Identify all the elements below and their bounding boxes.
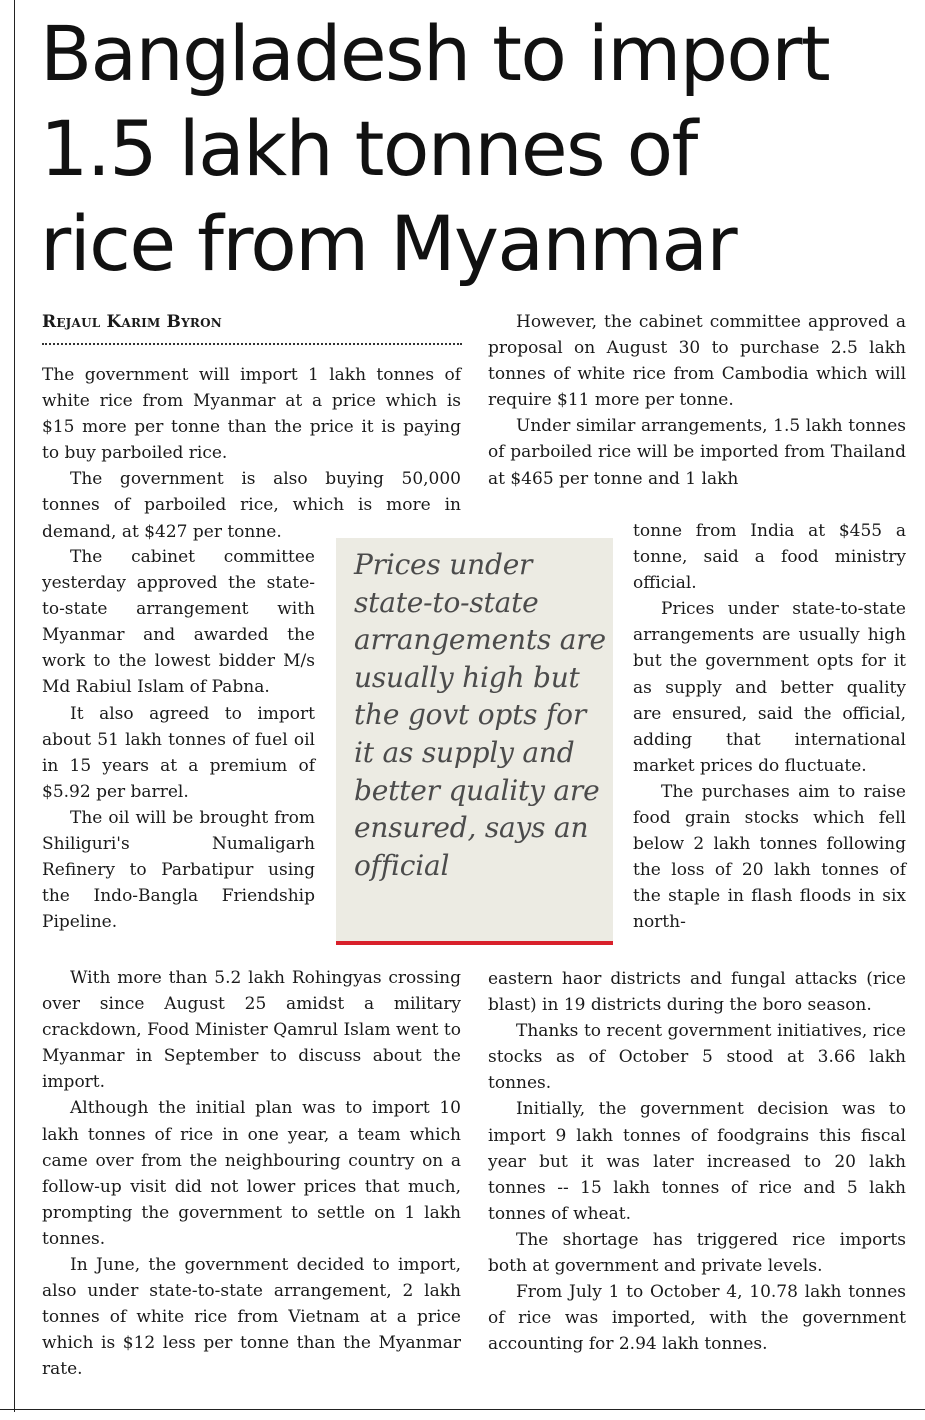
- headline-line-3: rice from Myanmar: [40, 199, 737, 288]
- paragraph: However, the cabinet committee approved a proposal on August 30 to purchase 2.5 lakh tonnes of white rice from Cambodia which will require $11 more per tonne.: [488, 312, 906, 411]
- paragraph: The shortage has triggered rice imports both at government and private levels.: [488, 1229, 906, 1277]
- column-1-bottom: [42, 965, 461, 1383]
- paragraph: Under similar arrangements, 1.5 lakh tonnes of parboiled rice will be imported from Thailand at $465 per tonne and 1 lakh: [488, 416, 906, 489]
- paragraph: Initially, the government decision was to import 9 lakh tonnes of foodgrains this fiscal year but it was later increased to 20 lakh tonnes -- 15 lakh tonnes of rice and 5 lakh tonnes of wheat.: [488, 1099, 906, 1224]
- paragraph: The purchases aim to raise food grain stocks which fell below 2 lakh tonnes following the loss of 20 lakh tonnes of the staple in flash floods in six north-: [633, 781, 906, 933]
- column-rule-left: [14, 0, 15, 1412]
- headline-line-2: 1.5 lakh tonnes of: [40, 104, 697, 193]
- byline-dotted-rule: [42, 343, 462, 345]
- paragraph: The oil will be brought from Shiliguri's Numaligarh Refinery to Parbatipur using the Indo-Bangla Friendship Pipeline.: [42, 807, 315, 933]
- headline: [40, 6, 910, 291]
- column-2-bottom: [488, 966, 906, 1357]
- paragraph: tonne from India at $455 a tonne, said a food ministry official.: [633, 521, 906, 594]
- paragraph: Although the initial plan was to import 10 lakh tonnes of rice in one year, a team which came over from the neighbouring country on a follow-up visit did not lower prices that much, prompting the government to settle on 1 lakh tonnes.: [42, 1098, 461, 1249]
- column-1-wide: [42, 362, 461, 545]
- paragraph: The government will import 1 lakh tonnes of white rice from Myanmar at a price which is $15 more per tonne than the price it is paying to buy parboiled rice.: [42, 365, 461, 464]
- paragraph: With more than 5.2 lakh Rohingyas crossing over since August 25 amidst a military crackdown, Food Minister Qamrul Islam went to Myanmar in September to discuss about the import.: [42, 968, 461, 1093]
- paragraph: The cabinet committee yesterday approved the state-to-state arrangement with Myanmar and awarded the work to the lowest bidder M/s Md Rabiul Islam of Pabna.: [42, 547, 315, 698]
- byline: Rejaul Karim Byron: [42, 312, 222, 332]
- pull-quote: Prices under state-to-state arrangements are usually high but the govt opts for it as supply and better quality are ensured, says an official: [354, 548, 606, 882]
- column-1-narrow: [42, 544, 315, 935]
- paragraph: Thanks to recent government initiatives, rice stocks as of October 5 stood at 3.66 lakh tonnes.: [488, 1021, 906, 1094]
- page-rule-bottom: [0, 1409, 925, 1410]
- paragraph: In June, the government decided to import, also under state-to-state arrangement, 2 lakh tonnes of white rice from Vietnam at a price which is $12 less per tonne than the Myanmar rate.: [42, 1255, 461, 1380]
- column-2-narrow: [633, 518, 906, 936]
- paragraph: The government is also buying 50,000 tonnes of parboiled rice, which is more in demand, at $427 per tonne.: [42, 469, 461, 542]
- paragraph: From July 1 to October 4, 10.78 lakh tonnes of rice was imported, with the government accounting for 2.94 lakh tonnes.: [488, 1282, 906, 1355]
- paragraph: Prices under state-to-state arrangements are usually high but the government opts for it as supply and better quality are ensured, said the official, adding that international market prices do fluctuate.: [633, 599, 906, 776]
- paragraph: It also agreed to import about 51 lakh tonnes of fuel oil in 15 years at a premium of $5.92 per barrel.: [42, 703, 315, 802]
- paragraph: eastern haor districts and fungal attacks (rice blast) in 19 districts during the boro season.: [488, 969, 906, 1016]
- pull-quote-box: [336, 538, 613, 945]
- column-2-wide: [488, 309, 906, 492]
- headline-line-1: Bangladesh to import: [40, 9, 830, 98]
